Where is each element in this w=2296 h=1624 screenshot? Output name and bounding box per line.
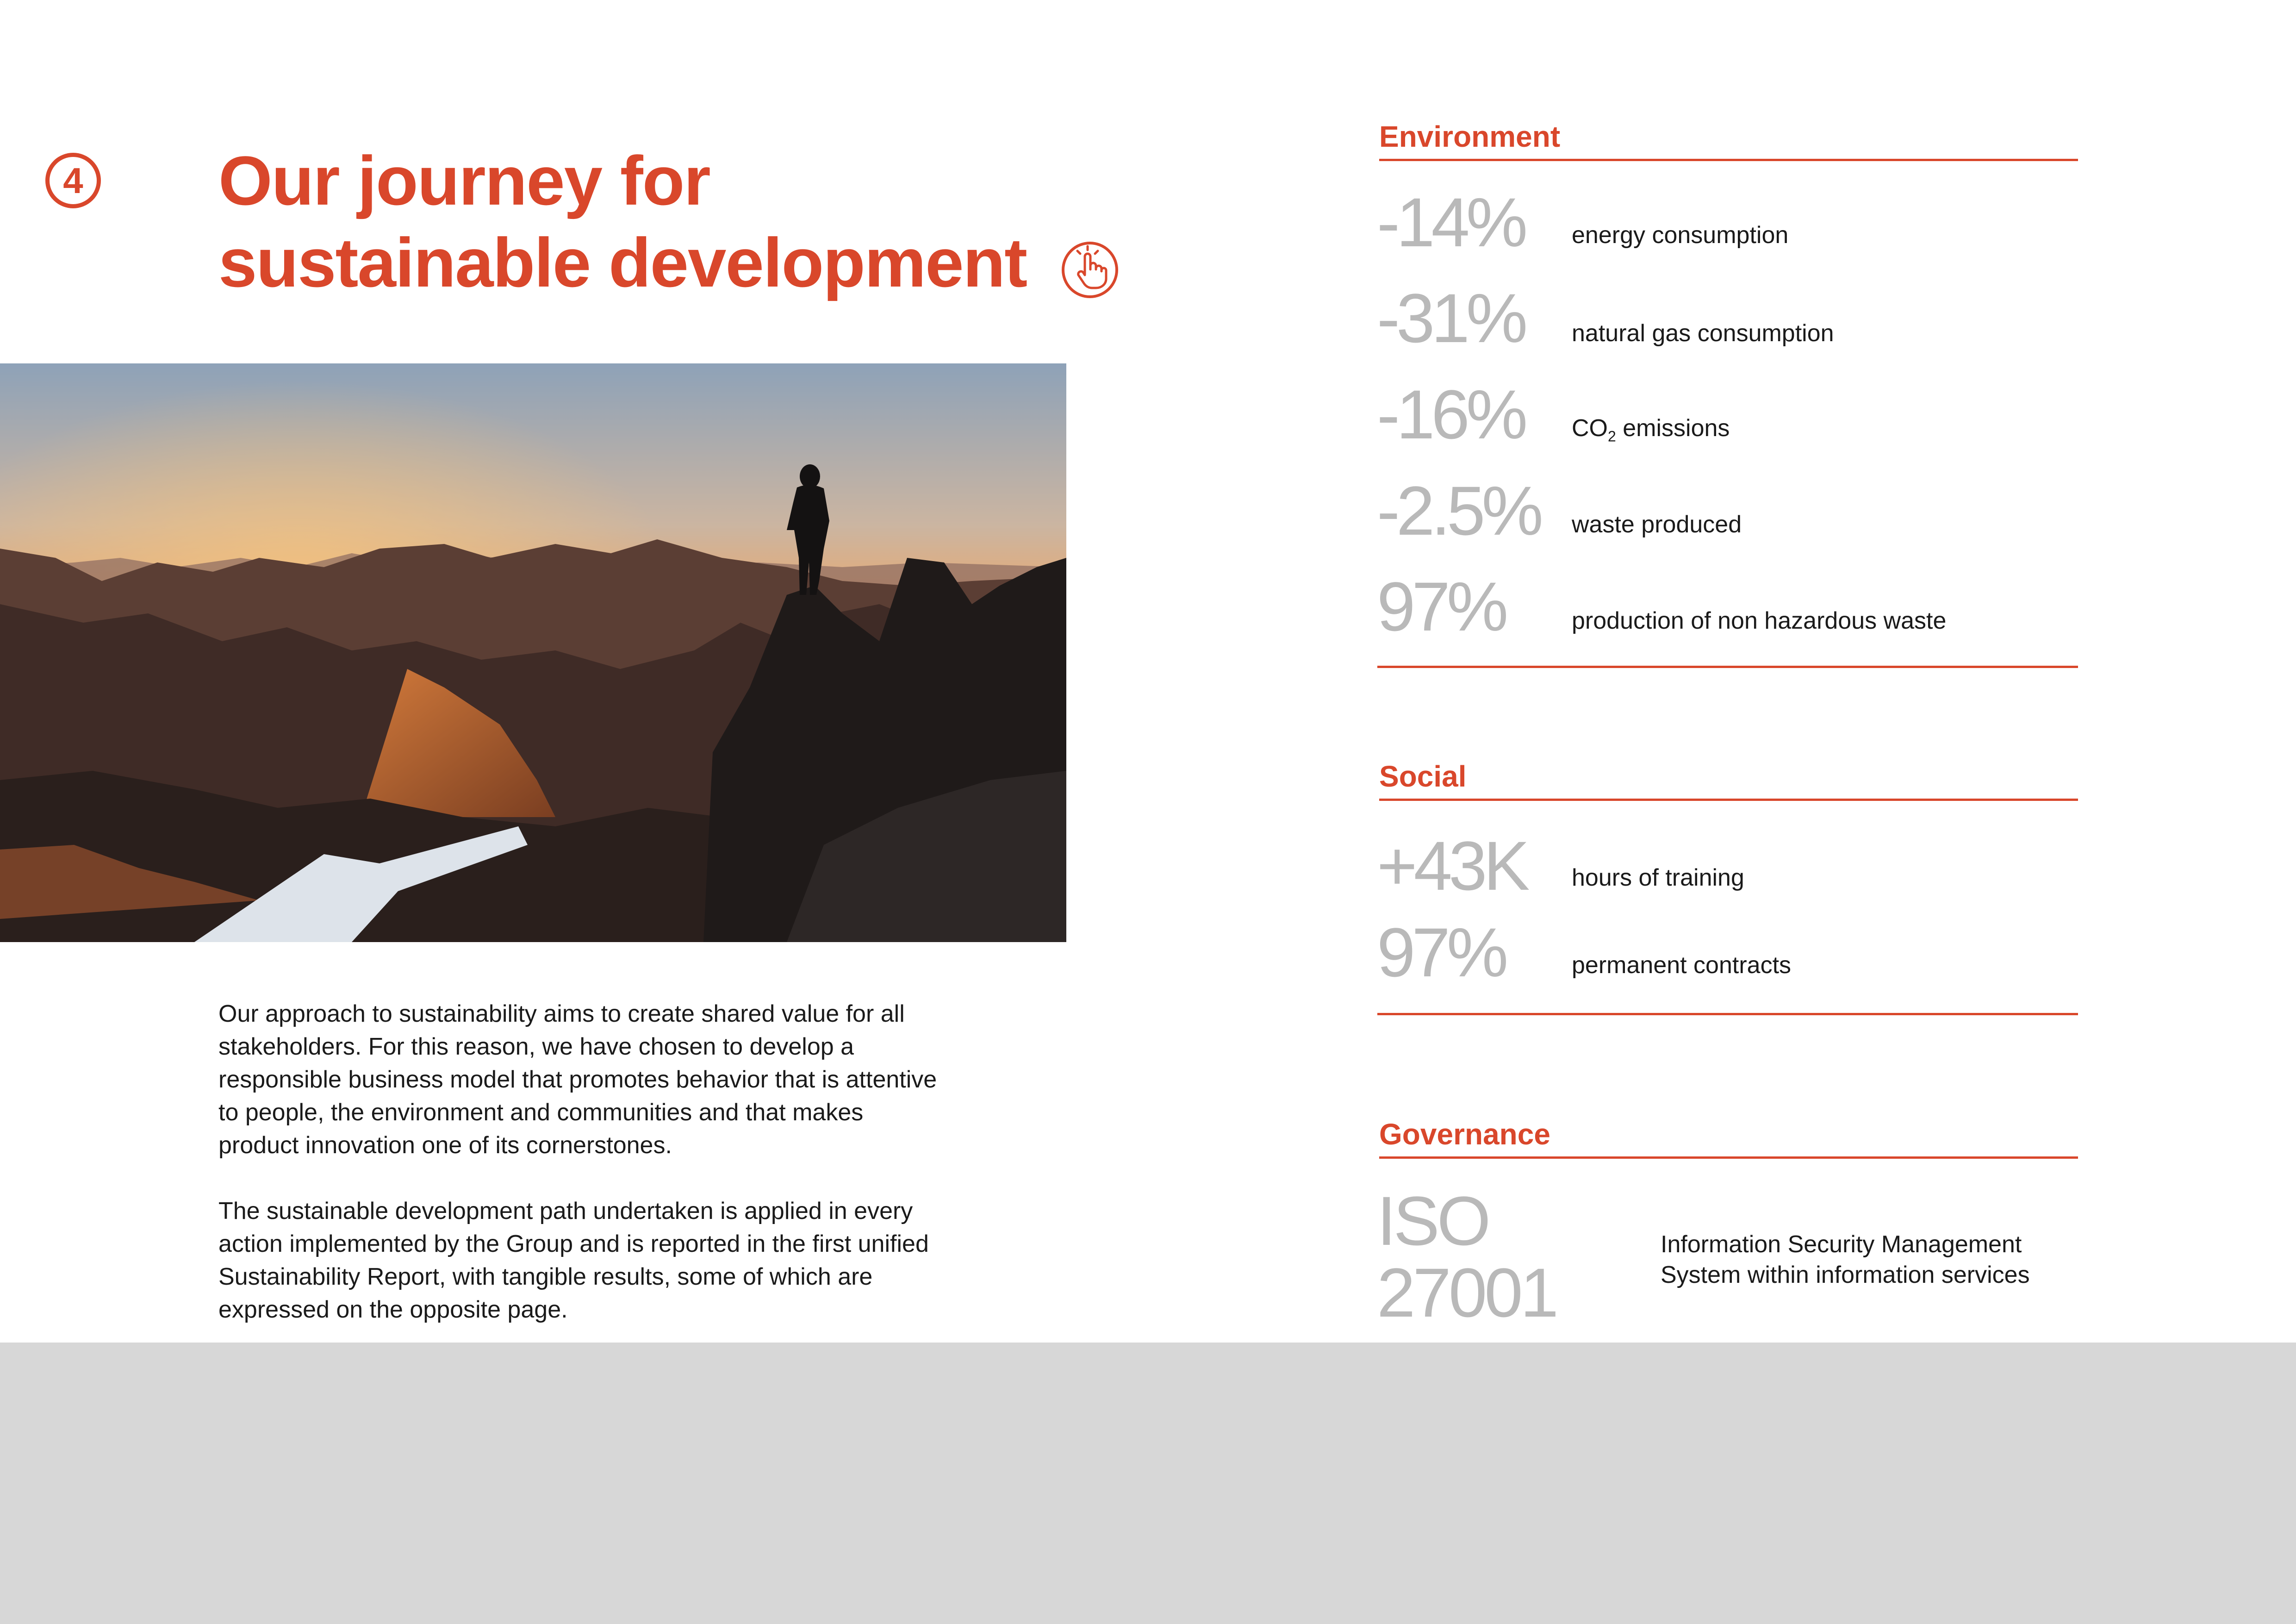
environment-section-title: Environment — [1379, 118, 2078, 161]
emissions-text: emissions — [1616, 415, 1730, 442]
page-title-line2: sustainable development — [218, 224, 1027, 301]
hand-pointer-icon[interactable] — [1060, 240, 1120, 300]
governance-section-title: Governance — [1379, 1116, 2078, 1159]
stat-value: -31% — [1377, 279, 1524, 357]
intro-paragraph-1: Our approach to sustainability aims to create shared value for all stakeholders. For this reason, we have chosen to develop a responsible business model that promotes behavior that is attentive to people, the environment and communities and that makes product innovation one of its cornerstones. — [218, 1000, 937, 1159]
stat-label: energy consumption — [1572, 222, 1789, 249]
stat-value: -14% — [1377, 183, 1524, 261]
intro-paragraph-2: The sustainable development path undertaken is applied in every action implemented by the Group and is reported in the first unified Sustainability Report, with tangible results, some of which are expressed on the opposite page. — [218, 1198, 929, 1323]
hero-mountain-photo — [0, 363, 1066, 942]
social-section-title: Social — [1379, 758, 2078, 801]
bottom-gray-band — [0, 1343, 2296, 1624]
governance-value — [1377, 1182, 1556, 1331]
page-title-line1: Our journey for — [218, 142, 710, 219]
chapter-number: 4 — [63, 160, 83, 201]
chapter-number-badge — [45, 153, 101, 208]
stat-value: -16% — [1377, 375, 1524, 453]
stat-label-co2 — [1572, 414, 1730, 450]
page-title — [218, 140, 1190, 304]
stat-label: permanent contracts — [1572, 952, 1792, 979]
governance-label — [1661, 1229, 2077, 1290]
governance-label-line2: System within information services — [1661, 1262, 2030, 1288]
stat-value: 97% — [1377, 913, 1505, 991]
governance-label-line1: Information Security Management — [1661, 1231, 2022, 1258]
environment-divider — [1377, 666, 2078, 668]
governance-value-line2: 27001 — [1377, 1254, 1556, 1331]
intro-text — [218, 998, 940, 1359]
stat-value: +43K — [1377, 827, 1526, 905]
stat-label: production of non hazardous waste — [1572, 607, 1947, 634]
social-divider — [1377, 1013, 2078, 1015]
stat-value: 97% — [1377, 568, 1505, 645]
governance-value-line1: ISO — [1377, 1182, 1488, 1260]
stat-label: natural gas consumption — [1572, 320, 1834, 347]
stat-value: -2.5% — [1377, 472, 1540, 550]
co2-text: CO — [1572, 415, 1608, 442]
stat-label: hours of training — [1572, 864, 1744, 891]
co2-subscript: 2 — [1608, 428, 1616, 445]
stat-label: waste produced — [1572, 511, 1742, 538]
